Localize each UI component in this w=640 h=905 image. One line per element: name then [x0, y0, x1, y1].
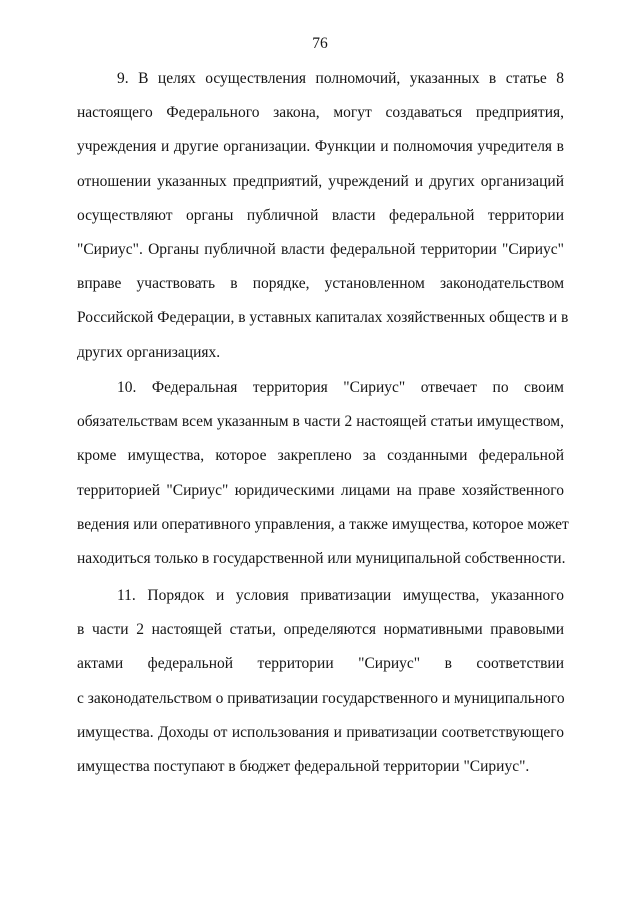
text-line: актами федеральной территории "Сириус" в соответствии: [77, 655, 564, 673]
text-line: осуществляют органы публичной власти федеральной территории: [77, 206, 564, 224]
text-line: территорией "Сириус" юридическими лицами на праве хозяйственного: [77, 481, 564, 499]
text-line: 11. Порядок и условия приватизации имущества, указанного: [117, 587, 564, 604]
text-line: настоящего Федерального закона, могут создаваться предприятия,: [77, 104, 564, 122]
text-line: "Сириус". Органы публичной власти федеральной территории "Сириус": [77, 241, 564, 259]
text-line: вправе участвовать в порядке, установленном законодательством: [77, 275, 564, 293]
text-line: учреждения и другие организации. Функции и полномочия учредителя в: [77, 138, 564, 156]
text-line: других организациях.: [77, 343, 221, 361]
text-line: отношении указанных предприятий, учреждений и других организаций: [77, 172, 564, 190]
page-number: 76: [312, 35, 328, 52]
paragraph-11: [77, 579, 564, 784]
text-line: Российской Федерации, в уставных капиталах хозяйственных обществ и в: [77, 309, 569, 327]
text-line: имущества. Доходы от использования и приватизации соответствующего: [77, 723, 564, 741]
text-line: с законодательством о приватизации государственного и муниципального: [77, 689, 565, 707]
text-line: кроме имущества, которое закреплено за созданными федеральной: [77, 447, 564, 465]
text-line: обязательствам всем указанным в части 2 настоящей статьи имуществом,: [77, 413, 564, 431]
paragraph-9: [77, 62, 569, 370]
text-line: в части 2 настоящей статьи, определяются нормативными правовыми: [77, 621, 564, 639]
text-line: 10. Федеральная территория "Сириус" отвечает по своим: [117, 379, 564, 396]
text-line: 9. В целях осуществления полномочий, указанных в статье 8: [117, 70, 564, 87]
text-line: ведения или оперативного управления, а также имущества, которое может: [77, 515, 569, 533]
text-line: находиться только в государственной или муниципальной собственности.: [77, 550, 566, 568]
text-line: имущества поступают в бюджет федеральной территории "Сириус".: [77, 758, 530, 776]
paragraph-10: [77, 371, 569, 576]
